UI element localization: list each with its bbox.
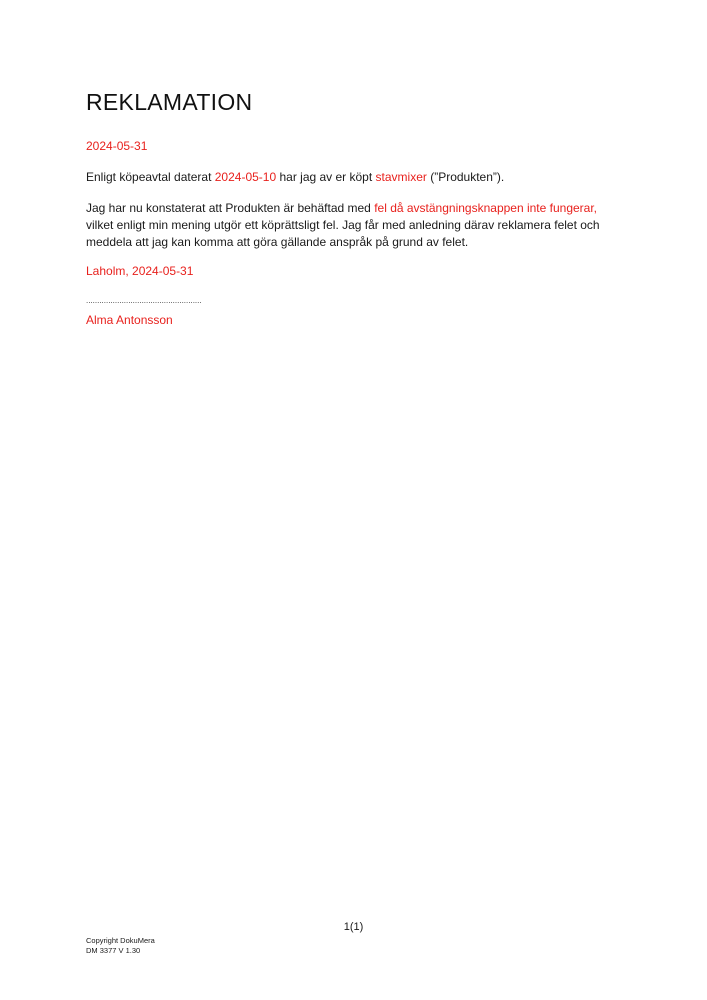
contract-date: 2024-05-10 — [214, 170, 277, 184]
footer-copyright: Copyright DokuMera — [86, 936, 155, 945]
document-title: REKLAMATION — [86, 89, 253, 115]
purchase-text-3: (”Produkten”). — [426, 170, 505, 184]
signature-line: .................................................... — [86, 296, 202, 305]
complaint-paragraph — [86, 200, 626, 251]
defect-description: fel då avstängningsknappen inte fungerar, — [374, 201, 598, 215]
complaint-text-2: vilket enligt min mening utgör ett köprättsligt fel. Jag får med anledning därav reklamera felet och meddela att jag kan komma att göra gällande anspråk på grund av felet. — [86, 218, 600, 249]
page-number: 1(1) — [343, 921, 364, 933]
purchase-text-2: har jag av er köpt — [276, 170, 376, 184]
footer — [86, 936, 155, 956]
document-date: 2024-05-31 — [86, 139, 148, 153]
purchase-text-1: Enligt köpeavtal daterat — [86, 170, 215, 184]
purchase-paragraph — [86, 169, 626, 186]
footer-version: DM 3377 V 1.30 — [86, 946, 141, 955]
product-name: stavmixer — [375, 170, 427, 184]
complaint-text-1: Jag har nu konstaterat att Produkten är behäftad med — [86, 201, 375, 215]
place-and-date: Laholm, 2024-05-31 — [86, 264, 194, 278]
signer-name: Alma Antonsson — [86, 313, 173, 327]
